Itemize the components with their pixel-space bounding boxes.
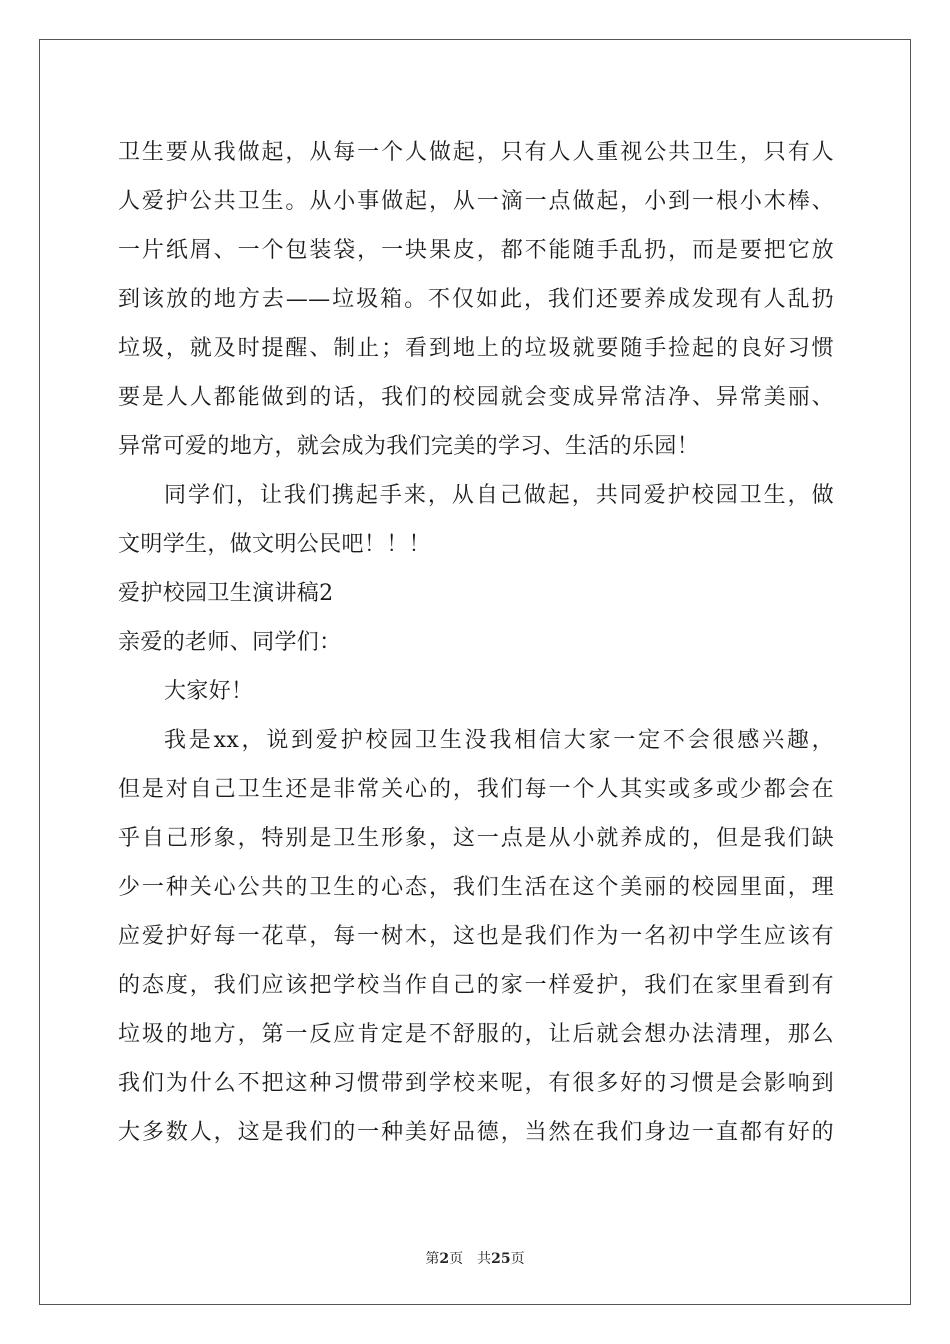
text-line: 垃圾，就及时提醒、制止；看到地上的垃圾就要随手捡起的良好习惯 (118, 336, 834, 361)
footer-prefix: 第 (425, 1251, 440, 1267)
salutation: 亲爱的老师、同学们： (118, 630, 342, 655)
text-line: 一片纸屑、一个包装袋，一块果皮，都不能随手乱扔，而是要把它放 (118, 238, 834, 263)
text-line: 应爱护好每一花草，每一树木，这也是我们作为一名初中学生应该有 (118, 924, 834, 949)
text-line: 异常可爱的地方，就会成为我们完美的学习、生活的乐园！ (118, 434, 700, 459)
text-line: 我们为什么不把这种习惯带到学校来呢，有很多好的习惯是会影响到 (118, 1071, 834, 1096)
text-line: 大多数人，这是我们的一种美好品德，当然在我们身边一直都有好的 (118, 1120, 834, 1145)
greeting: 大家好！ (164, 679, 254, 704)
text-line: 的态度，我们应该把学校当作自己的家一样爱护，我们在家里看到有 (118, 973, 834, 998)
paragraph-start-line: 我是xx，说到爱护校园卫生没我相信大家一定不会很感兴趣， (164, 728, 834, 753)
text-line: 但是对自己卫生还是非常关心的，我们每一个人其实或多或少都会在 (118, 777, 834, 802)
text-line: 人爱护公共卫生。从小事做起，从一滴一点做起，小到一根小木棒、 (118, 189, 834, 214)
footer-page-suffix: 页 (449, 1251, 464, 1267)
footer-total-suffix: 页 (510, 1251, 525, 1267)
text-line: 卫生要从我做起，从每一个人做起，只有人人重视公共卫生，只有人 (118, 140, 834, 165)
current-page-number: 2 (439, 1251, 450, 1267)
paragraph-start-line: 同学们，让我们携起手来，从自己做起，共同爱护校园卫生，做 (164, 483, 834, 508)
text-line: 少一种关心公共的卫生的心态，我们生活在这个美丽的校园里面，理 (118, 875, 834, 900)
total-page-count: 25 (491, 1251, 511, 1267)
page-footer (0, 1248, 950, 1268)
text-line: 要是人人都能做到的话，我们的校园就会变成异常洁净、异常美丽、 (118, 385, 834, 410)
document-body (118, 128, 834, 1157)
footer-total-prefix: 共 (477, 1251, 492, 1267)
text-line: 垃圾的地方，第一反应肯定是不舒服的，让后就会想办法清理，那么 (118, 1022, 834, 1047)
text-line: 乎自己形象，特别是卫生形象，这一点是从小就养成的，但是我们缺 (118, 826, 834, 851)
text-line: 文明学生，做文明公民吧！！！ (118, 532, 431, 557)
section-heading: 爱护校园卫生演讲稿2 (118, 581, 334, 606)
text-line: 到该放的地方去——垃圾箱。不仅如此，我们还要养成发现有人乱扔 (118, 287, 834, 312)
